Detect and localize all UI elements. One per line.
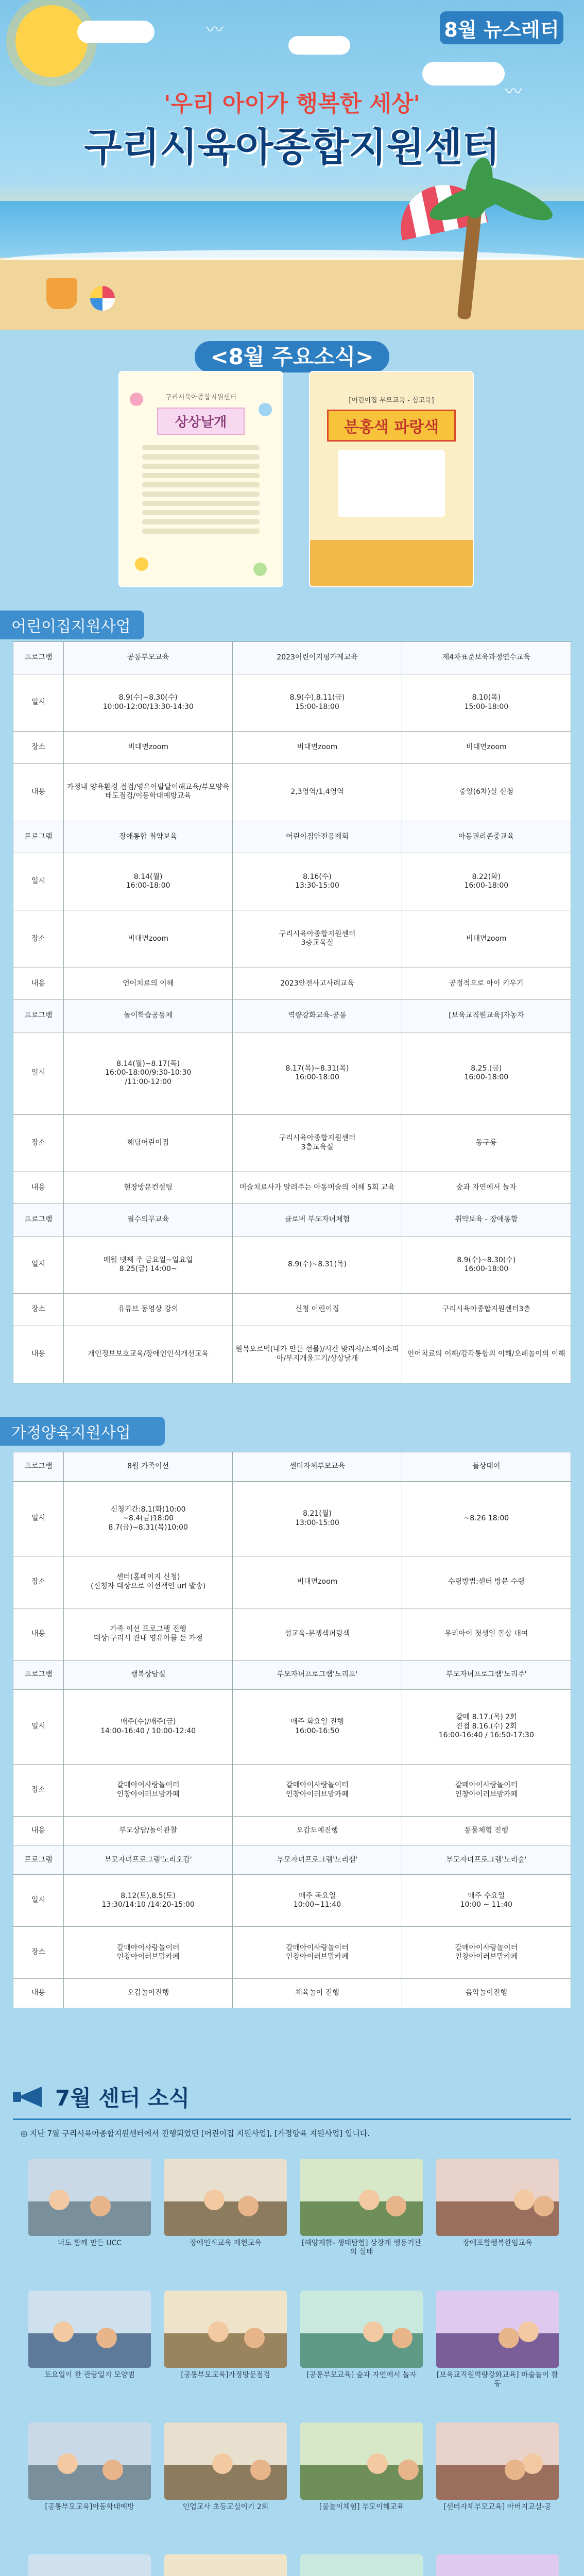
table-cell: 매주(수)/매주(금) 14:00-16:40 / 10:00-12:40 xyxy=(64,1689,233,1764)
table-cell: 8.25.(금) 16:00-18:00 xyxy=(402,1032,571,1114)
row-label: 장소 xyxy=(13,731,64,764)
family-table xyxy=(13,1452,571,2008)
photo-item[interactable] xyxy=(300,2291,423,2388)
photo-caption: [공통부모교육] 숲과 자연에서 놀자 xyxy=(306,2371,417,2379)
table-row xyxy=(13,1689,571,1764)
table-row xyxy=(13,1608,571,1660)
activity-photo xyxy=(300,2554,423,2576)
table-cell: 행복상담실 xyxy=(64,1660,233,1689)
photo-item[interactable] xyxy=(164,2554,287,2576)
photo-item[interactable] xyxy=(436,2554,559,2576)
photo-item[interactable] xyxy=(28,2159,151,2257)
row-label: 장소 xyxy=(13,1556,64,1608)
sun-icon xyxy=(15,5,88,77)
activity-photo xyxy=(300,2422,423,2500)
table-row xyxy=(13,853,571,910)
table-row xyxy=(13,1114,571,1172)
sand-bucket-icon xyxy=(46,278,77,309)
table-cell: 2023안전사고사례교육 xyxy=(233,968,402,1000)
beach-ball-icon xyxy=(90,286,115,311)
table-cell: 신청기간:8.1(화)10:00 ~8.4(금)18:00 8.7(금)~8.31(목)10:00 xyxy=(64,1481,233,1556)
table-cell: 갈매 8.17.(목) 2회 진접 8.16.(수) 2회 16:00-16:40 / 16:50-17:30 xyxy=(402,1689,571,1764)
seagull-icon: 〰 xyxy=(505,81,522,102)
hero-subtitle: '우리 아이가 행복한 세상' xyxy=(164,91,420,117)
table-cell: 장애통합 취약보육 xyxy=(64,821,233,853)
table-row xyxy=(13,1764,571,1816)
activity-photo xyxy=(436,2554,559,2576)
sea xyxy=(0,201,584,258)
table-row xyxy=(13,764,571,821)
main-news-title: <8월 주요소식> xyxy=(0,340,584,371)
table-cell: 수령방법:센터 방문 수령 xyxy=(402,1556,571,1608)
activity-photo xyxy=(28,2291,151,2368)
table-cell: ~8.26 18:00 xyxy=(402,1481,571,1556)
table-cell: 매월 넷째 주 금요일~일요일 8.25(금) 14:00~ xyxy=(64,1236,233,1293)
cloud-icon xyxy=(77,21,154,43)
table-cell: 원목오르먹(내가 만든 선물)/시간 맞리사/소피아소피아/부지개울고기/상상날개 xyxy=(233,1326,402,1383)
poster2-kids-illustration xyxy=(310,540,473,586)
table-cell: 필수의무교육 xyxy=(64,1204,233,1236)
row-label: 내용 xyxy=(13,1172,64,1204)
table-row xyxy=(13,968,571,1000)
photo-item[interactable] xyxy=(436,2159,559,2257)
table-cell: 오감도예진행 xyxy=(233,1816,402,1845)
table-cell: 비대면zoom xyxy=(402,910,571,968)
activity-photo xyxy=(164,2159,287,2236)
table-cell: 어린이집안전공제회 xyxy=(233,821,402,853)
table-row xyxy=(13,731,571,764)
photo-item[interactable] xyxy=(28,2422,151,2520)
table-cell: 숲과 자연에서 놀자 xyxy=(402,1172,571,1204)
row-label: 장소 xyxy=(13,1927,64,1979)
table-cell: 해당어린이집 xyxy=(64,1114,233,1172)
table-cell: 부모자녀프로그램'노리오감' xyxy=(64,1845,233,1875)
table-cell: 성교육-분쟁색퍼랑색 xyxy=(233,1608,402,1660)
table-row xyxy=(13,1481,571,1556)
flower-icon xyxy=(135,557,148,571)
table-row xyxy=(13,1032,571,1114)
row-label: 프로그램 xyxy=(13,1845,64,1875)
row-label: 일시 xyxy=(13,1032,64,1114)
poster1-title: 상상날개 xyxy=(157,408,245,435)
photo-caption: [물놀이체험] 부모이해교육 xyxy=(319,2503,404,2511)
table-row xyxy=(13,1204,571,1236)
table-cell: 구리시육아종합지원센터 3층교육실 xyxy=(233,1114,402,1172)
activity-photo xyxy=(436,2159,559,2236)
photo-caption: [공통부모교육]가정방문점검 xyxy=(181,2371,270,2379)
table-cell: 비대면zoom xyxy=(402,731,571,764)
poster1-body xyxy=(127,445,275,534)
table-row xyxy=(13,1845,571,1875)
table-cell: 언어치료의 이해 xyxy=(64,968,233,1000)
row-label: 내용 xyxy=(13,1608,64,1660)
row-label: 일시 xyxy=(13,1236,64,1293)
poster2-info-box xyxy=(338,450,445,517)
table-cell: 들상대여 xyxy=(402,1452,571,1482)
photo-caption: 너도 함께 만든 UCC xyxy=(57,2239,122,2247)
table-cell: 8월 가족이선 xyxy=(64,1452,233,1482)
table-cell: 비대면zoom xyxy=(233,1556,402,1608)
row-label: 내용 xyxy=(13,1326,64,1383)
activity-photo xyxy=(28,2554,151,2576)
activity-photo xyxy=(28,2159,151,2236)
table-cell: 매주 수요일 10:00 ~ 11:40 xyxy=(402,1875,571,1927)
table-cell: 클로버 부모자녀체험 xyxy=(233,1204,402,1236)
table-row xyxy=(13,1326,571,1383)
table-cell: 공정적으로 아이 키우기 xyxy=(402,968,571,1000)
sand xyxy=(0,260,584,330)
table-cell: 음악놀이진행 xyxy=(402,1979,571,2008)
hero-title: 구리시육아종합지원센터 xyxy=(84,124,500,170)
photo-item[interactable] xyxy=(436,2422,559,2520)
photo-caption: [해양제활- 생태탐험] 상장게 행동기관의 실태 xyxy=(301,2239,422,2256)
july-news-title: 7월 센터 소식 xyxy=(55,2086,190,2111)
table-cell: 부모자녀프로그램'노리포' xyxy=(233,1660,402,1689)
row-label: 일시 xyxy=(13,853,64,910)
cloud-icon xyxy=(288,36,350,55)
row-label: 프로그램 xyxy=(13,1204,64,1236)
table-cell: 센터자체부모교육 xyxy=(233,1452,402,1482)
table-cell: 8.12(토),8.5(토) 13:30/14:10 /14:20-15:00 xyxy=(64,1875,233,1927)
table-cell: 비대면zoom xyxy=(233,731,402,764)
activity-photo xyxy=(164,2422,287,2500)
poster2-header: [어린이집 부모교육 - 심고육] xyxy=(349,397,434,404)
table-cell: 8.22(화) 16:00-18:00 xyxy=(402,853,571,910)
table-cell: 오감놀이진행 xyxy=(64,1979,233,2008)
table-cell: 유튜브 동영상 강의 xyxy=(64,1294,233,1326)
table-cell: 갈매아이사랑놀이터 인창아이러브맘카페 xyxy=(64,1764,233,1816)
table-cell: 놀이학습공동체 xyxy=(64,1000,233,1032)
table-cell: 8.16(수) 13:30-15:00 xyxy=(233,853,402,910)
activity-photo xyxy=(300,2159,423,2236)
row-label: 일시 xyxy=(13,674,64,731)
row-label: 내용 xyxy=(13,1816,64,1845)
poster-sangsang[interactable] xyxy=(118,371,283,587)
photo-item[interactable] xyxy=(300,2422,423,2520)
photo-caption: [보육교직원역량강화교육] 마술놀이 활동 xyxy=(436,2371,559,2388)
table-cell: 우리아이 첫생일 돌상 대여 xyxy=(402,1608,571,1660)
photo-item[interactable] xyxy=(436,2291,559,2388)
table-cell: 8.9(수),8.11(금) 15:00-18:00 xyxy=(233,674,402,731)
row-label: 프로그램 xyxy=(13,821,64,853)
table-cell: 언어치료의 이해/감각통합의 이해/오례놀이의 이해 xyxy=(402,1326,571,1383)
photo-item[interactable] xyxy=(28,2291,151,2388)
row-label: 일시 xyxy=(13,1481,64,1556)
row-label: 내용 xyxy=(13,968,64,1000)
row-label: 내용 xyxy=(13,1979,64,2008)
table-cell: 8.9(수)~8.30(수) 16:00-18:00 xyxy=(402,1236,571,1293)
newsletter-badge: 8월 뉴스레터 xyxy=(440,11,563,44)
flower-icon xyxy=(259,403,272,416)
table-cell: 제4차표준보육과정연수교육 xyxy=(402,642,571,674)
table-row xyxy=(13,1236,571,1293)
table-cell: 갈매아이사랑놀이터 인창아이러브맘카페 xyxy=(64,1927,233,1979)
photo-item[interactable] xyxy=(28,2554,151,2576)
photo-caption: 토요일이 한 관람일지 모양범 xyxy=(44,2371,135,2379)
table-row xyxy=(13,1927,571,1979)
row-label: 장소 xyxy=(13,1764,64,1816)
daycare-table xyxy=(13,641,571,1383)
photo-caption: 장애포함행복한임교육 xyxy=(462,2239,533,2247)
table-row xyxy=(13,1875,571,1927)
activity-photo xyxy=(436,2422,559,2500)
photo-caption: [공통부모교육]아동학대예방 xyxy=(45,2503,134,2511)
table-cell: 비대면zoom xyxy=(64,910,233,968)
table-cell: 아동권리존중교육 xyxy=(402,821,571,853)
table-cell: 가족 이선 프로그램 진행 대상:구리시 관내 영유아를 둔 가정 xyxy=(64,1608,233,1660)
activity-photo xyxy=(164,2291,287,2368)
family-section-tag: 가정양육지원사업 xyxy=(0,1417,165,1446)
table-cell: [보육교직원교육]자농자 xyxy=(402,1000,571,1032)
row-label: 프로그램 xyxy=(13,1452,64,1482)
table-row xyxy=(13,1294,571,1326)
table-cell: 부모자녀프로그램'노리잼' xyxy=(233,1845,402,1875)
table-cell: 8.14(월) 16:00-18:00 xyxy=(64,853,233,910)
megaphone-icon xyxy=(13,2084,46,2109)
table-cell: 매주 목요일 10:00~11:40 xyxy=(233,1875,402,1927)
flower-icon xyxy=(130,393,143,406)
photo-item[interactable] xyxy=(164,2291,287,2388)
row-label: 프로그램 xyxy=(13,1660,64,1689)
table-cell: 센터(홈페이지 신청) (신청자 대상으로 이선책인 url 발송) xyxy=(64,1556,233,1608)
activity-photo xyxy=(28,2422,151,2500)
table-cell: 미술치료사가 알려주는 아동미술의 이해 5회 교육 xyxy=(233,1172,402,1204)
row-label: 프로그램 xyxy=(13,1000,64,1032)
table-cell: 갈매아이사랑놀이터 인창아이러브맘카페 xyxy=(402,1927,571,1979)
photo-caption: 인업교사 초등교실이기 2회 xyxy=(182,2503,269,2511)
table-cell: 8.21(월) 13:00-15:00 xyxy=(233,1481,402,1556)
july-news-header xyxy=(13,2076,571,2117)
row-label: 장소 xyxy=(13,910,64,968)
table-cell: 신청 어린이집 xyxy=(233,1294,402,1326)
table-cell: 구리시육아종합지원센터3층 xyxy=(402,1294,571,1326)
table-cell: 갈매아이사랑놀이터 인창아이러브맘카페 xyxy=(402,1764,571,1816)
table-cell: 구리시육아종합지원센터 3층교육실 xyxy=(233,910,402,968)
poster-pink-blue[interactable] xyxy=(309,371,474,587)
poster1-header: 구리시육아종합지원센터 xyxy=(165,394,237,401)
activity-photo xyxy=(436,2291,559,2368)
table-cell: 8.10(목) 15:00-18:00 xyxy=(402,674,571,731)
table-cell: 8.9(수)~8.30(수) 10:00-12:00/13:30-14:30 xyxy=(64,674,233,731)
table-row xyxy=(13,1556,571,1608)
table-row xyxy=(13,1452,571,1482)
table-cell: 가정내 양육환경 점검/영유아발달이해교육/부모양육태도점검/이동학대예방교육 xyxy=(64,764,233,821)
table-cell: 현장방문컨설팅 xyxy=(64,1172,233,1204)
photo-caption: [센터자체부모교육] 아버지교실-공 xyxy=(443,2503,552,2511)
activity-photo xyxy=(300,2291,423,2368)
july-news-description: ◎ 지난 7월 구리시육아종합지원센터에서 진행되었던 [어린이집 지원사업], [가정양육 지원사업] 입니다. xyxy=(21,2129,370,2138)
cloud-icon xyxy=(422,62,505,86)
row-label: 일시 xyxy=(13,1689,64,1764)
table-cell: 매주 화요일 진행 16:00-16:50 xyxy=(233,1689,402,1764)
table-row xyxy=(13,1000,571,1032)
photo-item[interactable] xyxy=(164,2159,287,2257)
table-cell: 갈매아이사랑놀이터 인창아이러브맘카페 xyxy=(233,1764,402,1816)
poster2-title: 분홍색 파랑색 xyxy=(327,410,456,442)
table-cell: 2023어린이지평가제교육 xyxy=(233,642,402,674)
table-cell: 취약보육 - 장애통합 xyxy=(402,1204,571,1236)
table-cell: 역량강화교육-공통 xyxy=(233,1000,402,1032)
table-row xyxy=(13,674,571,731)
table-row xyxy=(13,1816,571,1845)
table-cell: 갈매아이사랑놀이터 인창아이러브맘카페 xyxy=(233,1927,402,1979)
seagull-icon: 〰 xyxy=(206,20,224,40)
row-label: 프로그램 xyxy=(13,642,64,674)
table-row xyxy=(13,821,571,853)
table-cell: 중앙(6차)실 신청 xyxy=(402,764,571,821)
table-row xyxy=(13,1172,571,1204)
row-label: 장소 xyxy=(13,1294,64,1326)
table-cell: 2,3영역/1,4영역 xyxy=(233,764,402,821)
photo-caption: 장애인식교육 재현교육 xyxy=(190,2239,262,2247)
table-cell: 부모자녀프로그램'노리숲' xyxy=(402,1845,571,1875)
hero-banner xyxy=(0,0,584,330)
divider xyxy=(13,2119,571,2120)
table-cell: 8.14(월)~8.17(목) 16:00-18:00/9:30-10:30 /11:00-12:00 xyxy=(64,1032,233,1114)
table-cell: 8.9(수)~8.31(목) xyxy=(233,1236,402,1293)
table-cell: 부모상담/놀이관찰 xyxy=(64,1816,233,1845)
row-label: 내용 xyxy=(13,764,64,821)
table-cell: 동구룡 xyxy=(402,1114,571,1172)
photo-item[interactable] xyxy=(164,2422,287,2520)
table-cell: 공통부모교육 xyxy=(64,642,233,674)
table-cell: 체육놀이 진행 xyxy=(233,1979,402,2008)
photo-item[interactable] xyxy=(300,2554,423,2576)
table-row xyxy=(13,1979,571,2008)
table-cell: 부모자녀프로그램'노리주' xyxy=(402,1660,571,1689)
table-cell: 개인정보보호교육/장애인인식개선교육 xyxy=(64,1326,233,1383)
table-cell: 비대면zoom xyxy=(64,731,233,764)
table-row xyxy=(13,642,571,674)
flower-icon xyxy=(253,563,267,576)
photo-item[interactable] xyxy=(300,2159,423,2257)
table-row xyxy=(13,1660,571,1689)
row-label: 일시 xyxy=(13,1875,64,1927)
row-label: 장소 xyxy=(13,1114,64,1172)
table-cell: 동물체험 진행 xyxy=(402,1816,571,1845)
table-cell: 8.17(목)~8.31(목) 16:00-18:00 xyxy=(233,1032,402,1114)
daycare-section-tag: 어린이집지원사업 xyxy=(0,611,144,639)
table-row xyxy=(13,910,571,968)
activity-photo xyxy=(164,2554,287,2576)
